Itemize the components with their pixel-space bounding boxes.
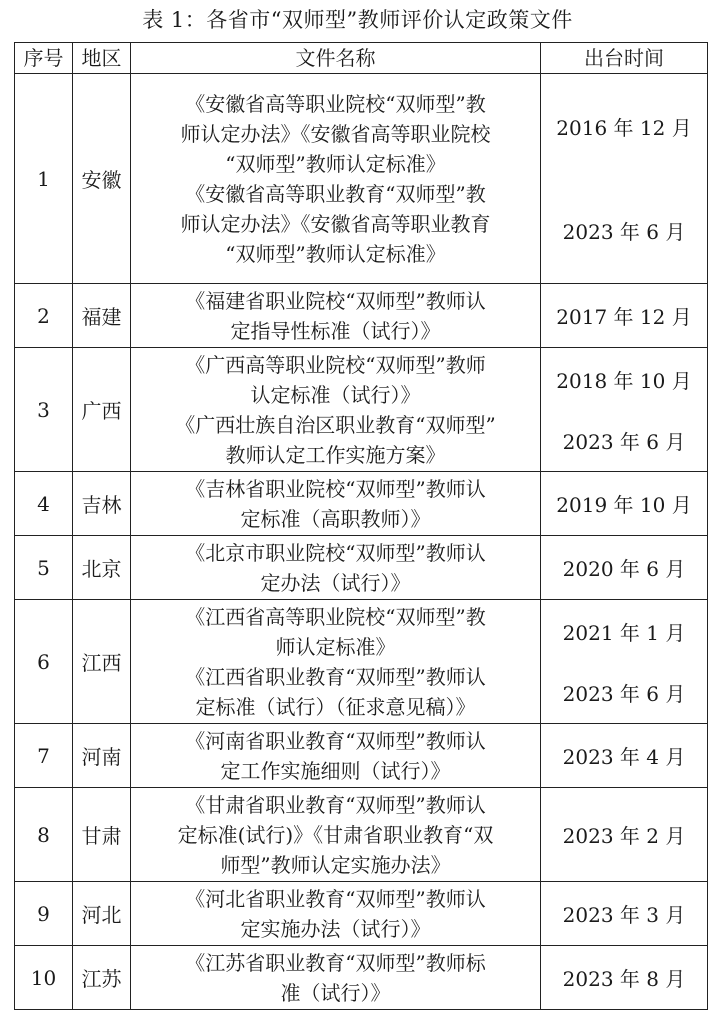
row-issue-date: [541, 946, 708, 1010]
row-number: 4: [15, 472, 73, 536]
document-title-line: 《江西省职业教育“双师型”教师认: [185, 664, 486, 689]
document-title-line: 师认定办法》《安徽省高等职业院校: [180, 121, 491, 146]
document-title-line: 定工作实施细则（试行）》: [220, 758, 451, 783]
document-title-line: “双师型”教师认定标准》: [225, 151, 446, 176]
table-body: [15, 74, 708, 1010]
row-region: 福建: [73, 284, 131, 348]
document-title-line: 师认定标准》: [275, 634, 396, 659]
row-issue-date: [541, 74, 708, 284]
document-title-line: 认定标准（试行）》: [250, 382, 421, 407]
document-title-line: 《北京市职业院校“双师型”教师认: [185, 540, 486, 565]
header-no: 序号: [15, 43, 73, 74]
table-row: [15, 472, 708, 536]
document-title-line: 教师认定工作实施方案》: [225, 442, 446, 467]
issue-date: 2019 年 10 月: [556, 493, 692, 517]
row-issue-date: [541, 724, 708, 788]
row-region: 北京: [73, 536, 131, 600]
table-row: [15, 284, 708, 348]
row-issue-date: [541, 348, 708, 472]
row-number: 6: [15, 600, 73, 724]
row-document-title: [131, 882, 541, 946]
document-title-line: 《甘肃省职业教育“双师型”教师认: [185, 792, 486, 817]
issue-date: 2018 年 10 月: [556, 368, 692, 393]
issue-date: 2023 年 8 月: [562, 967, 686, 991]
document-title-line: 《安徽省高等职业院校“双师型”教: [185, 91, 486, 116]
row-region: 江西: [73, 600, 131, 724]
table-caption: 表 1：各省市“双师型”教师评价认定政策文件: [142, 8, 573, 32]
row-issue-date: [541, 882, 708, 946]
policy-table: [14, 42, 708, 1010]
issue-date: 2020 年 6 月: [562, 557, 686, 581]
row-document-title: [131, 946, 541, 1010]
row-region: 江苏: [73, 946, 131, 1010]
document-title-line: 定指导性标准（试行）》: [230, 318, 441, 343]
table-row: [15, 724, 708, 788]
issue-date: 2021 年 1 月: [562, 620, 686, 645]
row-document-title: [131, 348, 541, 472]
issue-date: 2023 年 6 月: [562, 220, 686, 244]
row-document-title: [131, 600, 541, 724]
row-document-title: [131, 284, 541, 348]
header-region: 地区: [73, 43, 131, 74]
issue-date: 2023 年 2 月: [562, 824, 686, 848]
document-title-line: 定标准（高职教师）》: [240, 506, 431, 531]
document-title-line: 《广西高等职业院校“双师型”教师: [185, 352, 486, 377]
table-row: [15, 348, 708, 472]
table-row: [15, 946, 708, 1010]
document-title-line: 定标准(试行)》《甘肃省职业教育“双: [177, 822, 494, 847]
document-title-line: 定标准（试行）（征求意见稿）》: [195, 694, 476, 719]
row-document-title: [131, 536, 541, 600]
document-title-line: 《广西壮族自治区职业教育“双师型”: [175, 412, 496, 437]
document-title-line: 《江西省高等职业院校“双师型”教: [185, 604, 486, 629]
document-title-line: 《安徽省高等职业教育“双师型”教: [185, 181, 486, 206]
row-region: 河南: [73, 724, 131, 788]
row-region: 吉林: [73, 472, 131, 536]
header-date: 出台时间: [541, 43, 708, 74]
row-region: 甘肃: [73, 788, 131, 882]
row-number: 5: [15, 536, 73, 600]
table-row: [15, 882, 708, 946]
table-row: [15, 536, 708, 600]
issue-date: 2023 年 4 月: [562, 745, 686, 769]
row-number: 9: [15, 882, 73, 946]
issue-date: 2016 年 12 月: [556, 116, 692, 140]
row-issue-date: [541, 536, 708, 600]
issue-date: 2023 年 6 月: [562, 681, 686, 706]
table-row: [15, 74, 708, 284]
row-region: 广西: [73, 348, 131, 472]
row-document-title: [131, 788, 541, 882]
document-title-line: “双师型”教师认定标准》: [225, 241, 446, 266]
row-number: 3: [15, 348, 73, 472]
row-document-title: [131, 724, 541, 788]
issue-date: 2023 年 3 月: [562, 903, 686, 927]
row-document-title: [131, 472, 541, 536]
row-region: 河北: [73, 882, 131, 946]
document-title-line: 师认定办法》《安徽省高等职业教育: [180, 211, 491, 236]
row-number: 1: [15, 74, 73, 284]
row-document-title: [131, 74, 541, 284]
document-title-line: 《河北省职业教育“双师型”教师认: [185, 886, 486, 911]
document-title-line: 定实施办法（试行）》: [240, 916, 431, 941]
issue-date: 2023 年 6 月: [562, 429, 686, 454]
document-title-line: 《河南省职业教育“双师型”教师认: [185, 728, 486, 753]
document-title-line: 《江苏省职业教育“双师型”教师标: [185, 950, 486, 975]
document-title-line: 准（试行）》: [280, 980, 391, 1005]
issue-date: 2017 年 12 月: [556, 305, 692, 329]
row-number: 2: [15, 284, 73, 348]
row-number: 10: [15, 946, 73, 1010]
row-issue-date: [541, 600, 708, 724]
table-header-row: [15, 43, 708, 74]
row-number: 8: [15, 788, 73, 882]
row-issue-date: [541, 472, 708, 536]
row-issue-date: [541, 284, 708, 348]
table-row: [15, 600, 708, 724]
document-title-line: 定办法（试行）》: [260, 570, 411, 595]
document-title-line: 师型”教师认定实施办法》: [220, 852, 451, 877]
header-title: 文件名称: [131, 43, 541, 74]
table-row: [15, 788, 708, 882]
document-title-line: 《吉林省职业院校“双师型”教师认: [185, 476, 486, 501]
document-title-line: 《福建省职业院校“双师型”教师认: [185, 288, 486, 313]
row-region: 安徽: [73, 74, 131, 284]
row-number: 7: [15, 724, 73, 788]
row-issue-date: [541, 788, 708, 882]
